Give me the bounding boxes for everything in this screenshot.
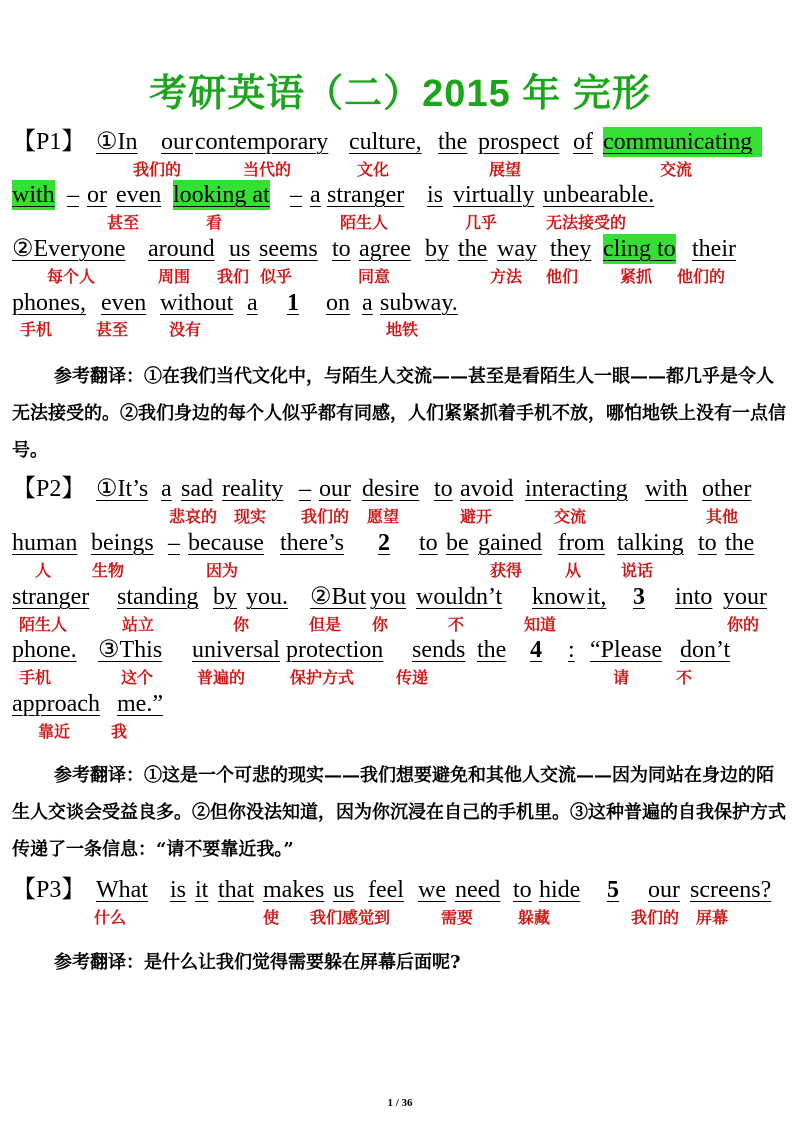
word: even [116, 182, 162, 208]
word: approach [12, 691, 100, 717]
gloss: 看 [206, 213, 223, 232]
gloss: 紧抓 [620, 267, 653, 286]
word: don’t [680, 637, 731, 663]
word: agree [359, 236, 411, 262]
gloss: 不 [448, 615, 465, 634]
highlighted-word: communicating [603, 127, 762, 157]
gloss: 当代的 [243, 160, 292, 179]
gloss: 每个人 [47, 267, 96, 286]
gloss: 我们感觉到 [310, 908, 391, 927]
word: it, [587, 584, 607, 610]
word: phones, [12, 290, 86, 316]
word: they [550, 236, 592, 262]
word: prospect [478, 129, 560, 155]
word: us [229, 236, 251, 262]
word: from [558, 530, 605, 556]
word: universal [192, 637, 280, 663]
word: wouldn’t [416, 584, 503, 610]
word: with [645, 476, 688, 502]
paragraph-marker: 【P1】 [12, 129, 86, 155]
gloss: 因为 [206, 561, 239, 580]
gloss: 方法 [490, 267, 523, 286]
word: even [101, 290, 147, 316]
gloss: 陌生人 [19, 615, 68, 634]
gloss: 我们 [217, 267, 250, 286]
gloss: 避开 [460, 507, 493, 526]
blank-5: 5 [607, 877, 619, 903]
word: What [96, 877, 148, 903]
word: to [434, 476, 453, 502]
word: gained [478, 530, 542, 556]
word: around [148, 236, 215, 262]
gloss: 不 [676, 668, 693, 687]
gloss: 同意 [358, 267, 391, 286]
word: ②Everyone [12, 236, 126, 262]
blank-1: 1 [287, 290, 299, 316]
word: sends [412, 637, 466, 663]
gloss: 躲藏 [518, 908, 551, 927]
gloss: 陌生人 [340, 213, 389, 232]
word: way [497, 236, 537, 262]
word: our [648, 877, 680, 903]
word: there’s [280, 530, 344, 556]
word: a [161, 476, 172, 502]
word: the [477, 637, 507, 663]
word: reality [222, 476, 284, 502]
gloss: 生物 [92, 561, 125, 580]
word: need [455, 877, 501, 903]
word: – [168, 530, 180, 556]
word: to [698, 530, 717, 556]
translation-text: ①这是一个可悲的现实——我们想要避免和其他人交流——因为同站在身边的陌生人交谈会受益良多。②但你没法知道，因为你沉浸在自己的手机里。③这种普遍的自我保护方式传递了一条信息：“请不要靠近我。” [12, 765, 786, 860]
word: the [725, 530, 755, 556]
gloss: 地铁 [386, 320, 419, 339]
word: because [188, 530, 264, 556]
blank-4: 4 [530, 637, 542, 663]
word: standing [117, 584, 199, 610]
gloss: 他们 [546, 267, 579, 286]
word: of [573, 129, 593, 155]
word: – [290, 182, 302, 208]
word: be [446, 530, 469, 556]
paragraph-marker: 【P2】 [12, 476, 86, 502]
word: we [418, 877, 446, 903]
translation-text: ①在我们当代文化中，与陌生人交流——甚至是看陌生人一眼——都几乎是令人无法接受的。②我们身边的每个人似乎都有同感，人们紧紧抓着手机不放，哪怕地铁上没有一点信号。 [12, 366, 786, 461]
word: to [513, 877, 532, 903]
gloss: 使 [263, 908, 280, 927]
word: by [213, 584, 237, 610]
word: our [161, 129, 193, 155]
word: me.” [117, 691, 163, 717]
word: contemporary [195, 129, 329, 155]
word: ①It’s [96, 476, 149, 502]
blank-3: 3 [633, 584, 645, 610]
gloss: 展望 [489, 160, 522, 179]
word: hide [539, 877, 581, 903]
gloss: 现实 [234, 507, 267, 526]
word: that [218, 877, 254, 903]
page-number: 1 / 36 [387, 1097, 413, 1109]
translation-text: 是什么让我们觉得需要躲在屏幕后面呢? [144, 952, 461, 973]
gloss: 什么 [94, 908, 127, 927]
page-title: 考研英语（二）2015 年 完形 [149, 73, 651, 115]
gloss: 你的 [727, 615, 760, 634]
gloss: 他们的 [677, 267, 726, 286]
gloss: 几乎 [465, 213, 498, 232]
gloss: 普遍的 [197, 668, 246, 687]
word: avoid [460, 476, 514, 502]
word: other [702, 476, 752, 502]
word: seems [259, 236, 318, 262]
gloss: 我 [111, 722, 128, 741]
gloss: 靠近 [38, 722, 71, 741]
gloss: 人 [35, 561, 52, 580]
word: : [568, 637, 575, 663]
word: talking [617, 530, 684, 556]
translation-label: 参考翻译： [54, 952, 144, 973]
blank-2: 2 [378, 530, 390, 556]
gloss: 保护方式 [290, 668, 355, 687]
word: “Please [590, 637, 662, 663]
gloss: 手机 [19, 668, 52, 687]
translation-label: 参考翻译： [54, 366, 144, 387]
gloss: 其他 [706, 507, 739, 526]
gloss: 你 [372, 615, 389, 634]
word: us [333, 877, 355, 903]
word: virtually [453, 182, 535, 208]
word: ①In [96, 129, 138, 155]
p2-translation [12, 757, 788, 868]
word: to [332, 236, 351, 262]
word: you [370, 584, 406, 610]
gloss: 我们的 [301, 507, 350, 526]
gloss: 文化 [357, 160, 390, 179]
gloss: 手机 [20, 320, 53, 339]
p1-translation [12, 358, 788, 469]
word: is [170, 877, 187, 903]
paragraph-marker: 【P3】 [12, 877, 86, 903]
gloss: 但是 [309, 615, 342, 634]
word: human [12, 530, 78, 556]
word: it [195, 877, 209, 903]
word: you. [246, 584, 288, 610]
p3-translation [12, 944, 788, 981]
word: their [692, 236, 736, 262]
word: ②But [310, 584, 367, 610]
word: sad [181, 476, 213, 502]
gloss: 站立 [122, 615, 155, 634]
gloss: 交流 [554, 507, 587, 526]
word: into [675, 584, 713, 610]
word: know [532, 584, 586, 610]
gloss: 说话 [621, 561, 654, 580]
word: culture, [349, 129, 422, 155]
word: phone. [12, 637, 77, 663]
translation-label: 参考翻译： [54, 765, 144, 786]
gloss: 知道 [524, 615, 557, 634]
gloss: 似乎 [260, 267, 293, 286]
word: – [67, 182, 79, 208]
word: our [319, 476, 351, 502]
word: or [87, 182, 107, 208]
word: stranger [327, 182, 405, 208]
gloss: 无法接受的 [546, 213, 627, 232]
word: the [438, 129, 468, 155]
word: protection [286, 637, 384, 663]
word: desire [362, 476, 420, 502]
highlighted-word: cling to [603, 236, 676, 262]
word: makes [263, 877, 325, 903]
gloss: 悲哀的 [169, 507, 218, 526]
gloss: 周围 [158, 267, 191, 286]
word: unbearable. [543, 182, 655, 208]
word: the [458, 236, 488, 262]
word: screens? [690, 877, 772, 903]
word: interacting [525, 476, 628, 502]
word: your [723, 584, 767, 610]
gloss: 交流 [660, 160, 693, 179]
word: a [247, 290, 258, 316]
word: – [299, 476, 311, 502]
gloss: 我们的 [631, 908, 680, 927]
gloss: 我们的 [133, 160, 182, 179]
word: a [310, 182, 321, 208]
gloss: 这个 [121, 668, 154, 687]
word: beings [91, 530, 154, 556]
gloss: 甚至 [107, 213, 140, 232]
gloss: 愿望 [367, 507, 400, 526]
word: subway. [380, 290, 458, 316]
gloss: 请 [613, 668, 630, 687]
word: stranger [12, 584, 90, 610]
gloss: 没有 [169, 320, 202, 339]
word: by [425, 236, 449, 262]
word: ③This [98, 637, 163, 663]
highlighted-word: looking at [173, 182, 270, 208]
word: to [419, 530, 438, 556]
word: without [160, 290, 234, 316]
gloss: 从 [565, 561, 582, 580]
highlighted-word: with [12, 182, 55, 208]
word: on [326, 290, 350, 316]
word: a [362, 290, 373, 316]
gloss: 需要 [441, 908, 474, 927]
gloss: 屏幕 [696, 908, 729, 927]
word: is [427, 182, 444, 208]
gloss: 你 [233, 615, 250, 634]
gloss: 获得 [490, 561, 523, 580]
gloss: 甚至 [96, 320, 129, 339]
word: feel [368, 877, 404, 903]
gloss: 传递 [396, 668, 429, 687]
